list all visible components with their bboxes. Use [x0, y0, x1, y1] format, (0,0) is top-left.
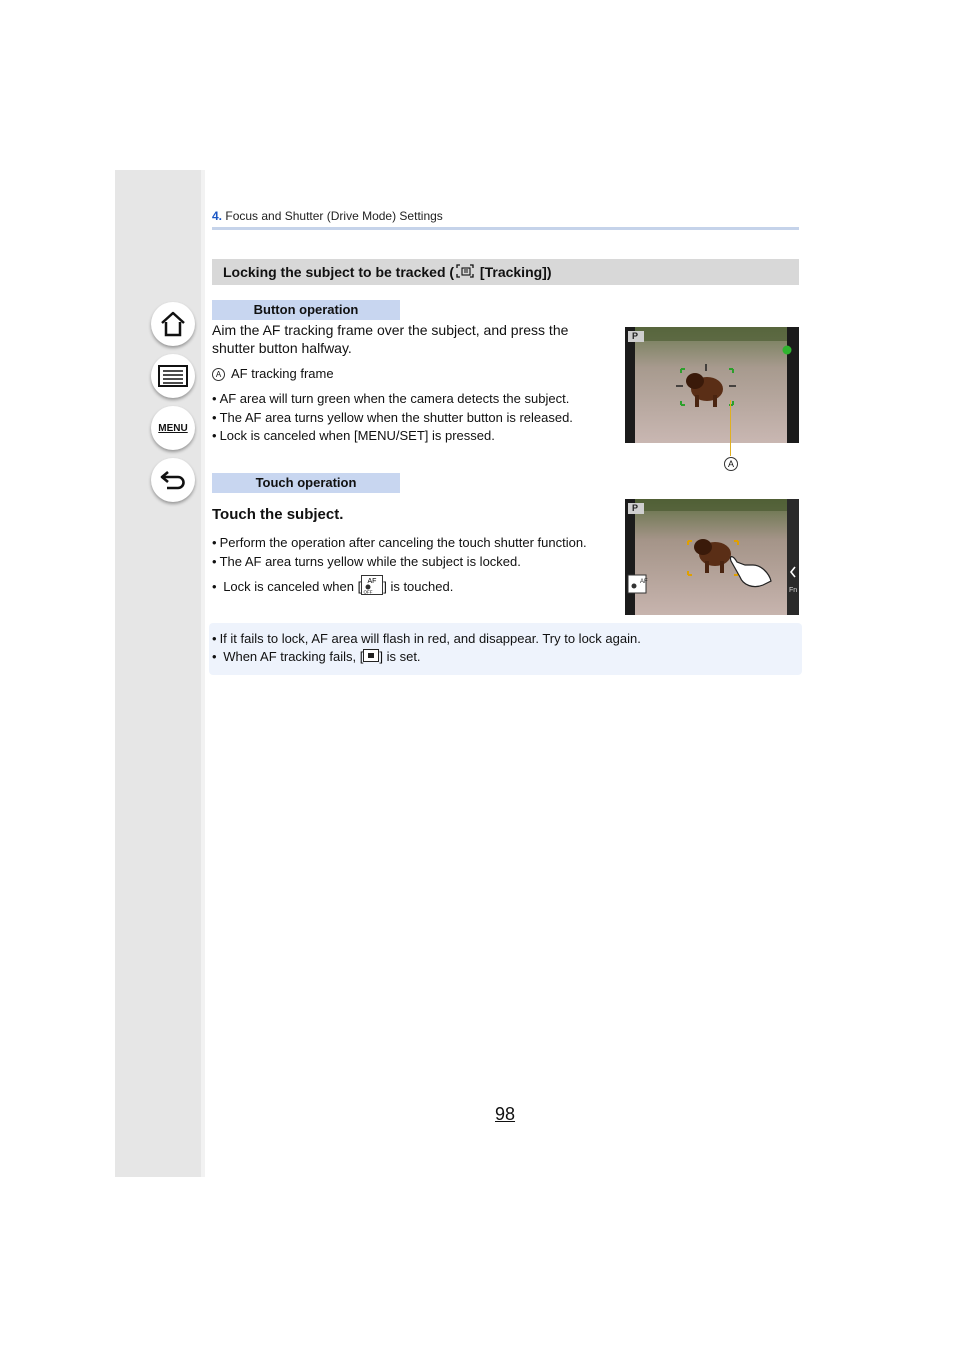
tracking-icon: [456, 260, 474, 286]
menu-button[interactable]: [151, 406, 195, 450]
callout-line: [730, 400, 731, 456]
tab-button-operation: Button operation: [212, 300, 400, 320]
list-icon: [158, 365, 188, 387]
contents-button[interactable]: [151, 354, 195, 398]
sidebar-edge: [201, 170, 205, 1177]
fn-tab-label[interactable]: Fn: [789, 587, 798, 594]
button-bullet-1: • AF area will turn green when the camera detects the subject.: [212, 390, 569, 408]
chapter-title: Focus and Shutter (Drive Mode) Settings: [225, 209, 443, 223]
note-line-2-pre: When AF tracking fails, [: [223, 649, 364, 664]
section-title-pre: Locking the subject to be tracked (: [223, 264, 455, 280]
tab-touch-operation: Touch operation: [212, 473, 400, 493]
chapter-number: 4.: [212, 209, 223, 223]
button-bullet-3: • Lock is canceled when [MENU/SET] is pressed.: [212, 427, 495, 445]
note-line-2: [212, 648, 421, 667]
chapter-header: [212, 209, 443, 223]
header-rule: [212, 227, 799, 230]
button-operation-instruction: Aim the AF tracking frame over the subject, and press the shutter button halfway.: [212, 322, 569, 356]
home-icon: [159, 311, 187, 337]
camera-screen-button-operation: [625, 327, 799, 443]
touch-heading: Touch the subject.: [212, 506, 344, 523]
svg-text:AF: AF: [640, 579, 648, 585]
note-line-1: • If it fails to lock, AF area will flash in red, and disappear. Try to lock again.: [212, 630, 641, 648]
back-button[interactable]: [151, 458, 195, 502]
mode-indicator: P: [632, 331, 639, 341]
menu-label: MENU: [158, 422, 188, 434]
touch-bullet-3: [212, 575, 453, 600]
touch-bullet-3-post: ] is touched.: [383, 578, 454, 594]
return-arrow-icon: [159, 468, 187, 492]
callout-legend: [212, 365, 334, 383]
home-button[interactable]: [151, 302, 195, 346]
section-title: [212, 259, 799, 285]
single-area-af-icon: [363, 649, 379, 667]
svg-text:AF: AF: [367, 578, 377, 585]
touch-af-icon: [361, 575, 383, 600]
callout-marker-photo: A: [724, 457, 738, 471]
touch-bullet-3-pre: Lock is canceled when [: [223, 578, 362, 594]
button-bullet-2: • The AF area turns yellow when the shutter button is released.: [212, 409, 573, 427]
page-number: 98: [495, 1104, 516, 1124]
section-title-post: [Tracking]): [476, 264, 552, 280]
note-line-2-post: ] is set.: [379, 649, 421, 664]
svg-text:OFF: OFF: [363, 589, 373, 595]
callout-marker: A: [212, 368, 225, 381]
camera-screen-touch-operation: [625, 499, 799, 615]
callout-label: AF tracking frame: [231, 366, 334, 381]
mode-indicator-touch: P: [632, 503, 639, 513]
touch-bullet-2: • The AF area turns yellow while the subject is locked.: [212, 553, 521, 571]
touch-bullet-1: • Perform the operation after canceling the touch shutter function.: [212, 534, 587, 552]
